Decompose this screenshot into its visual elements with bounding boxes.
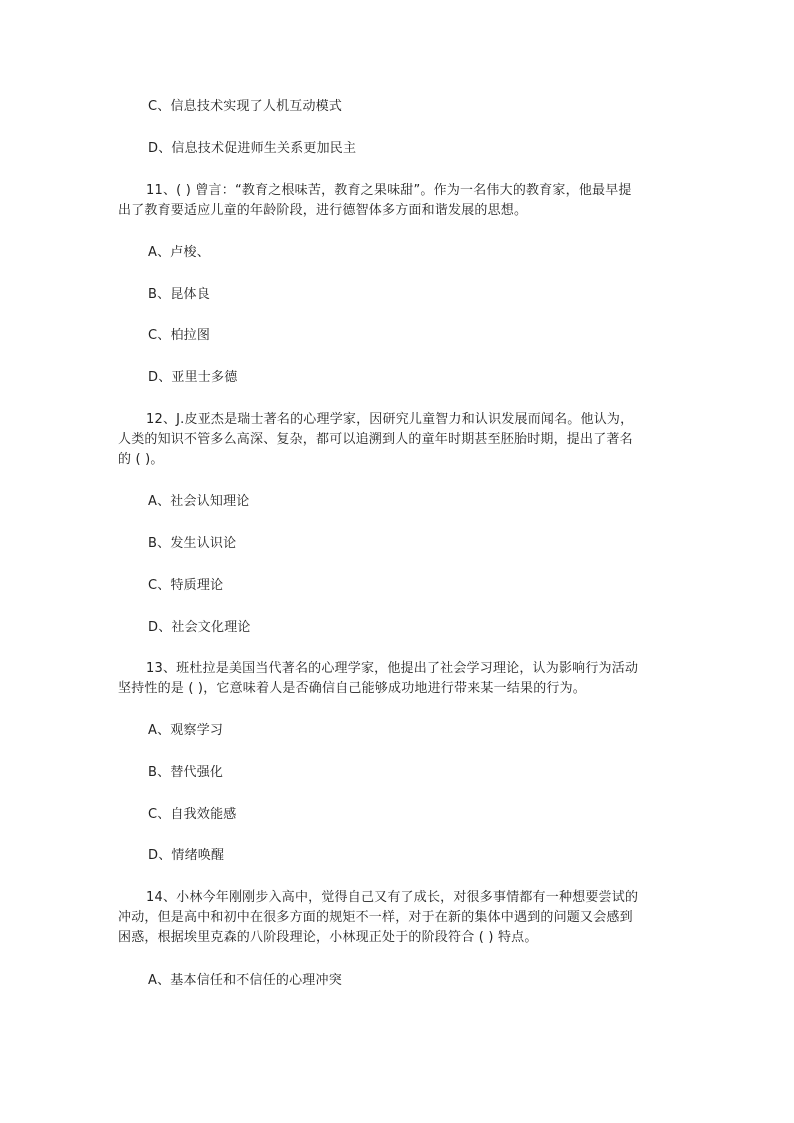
question-11 <box>118 181 678 221</box>
question-13 <box>118 659 678 699</box>
option-c-q10: C、信息技术实现了人机互动模式 <box>148 99 343 114</box>
question-14 <box>118 888 678 948</box>
question-11-line-2: 出了教育要适应儿童的年龄阶段，进行德智体多方面和谐发展的思想。 <box>118 203 528 218</box>
option-a-q12: A、社会认知理论 <box>148 494 250 509</box>
question-14-line-2: 冲动，但是高中和初中在很多方面的规矩不一样，对于在新的集体中遇到的问题又会感到 <box>118 910 633 925</box>
question-14-line-3: 困惑，根据埃里克森的八阶段理论，小林现正处于的阶段符合 ( ) 特点。 <box>118 930 538 945</box>
option-d-q11: D、亚里士多德 <box>148 370 238 385</box>
option-a-q13: A、观察学习 <box>148 723 224 738</box>
question-11-line-1: 11、( ) 曾言：“教育之根味苦，教育之果味甜”。作为一名伟大的教育家，他最早提 <box>146 183 632 198</box>
question-12-line-3: 的 ( )。 <box>118 452 164 467</box>
question-12-line-1: 12、J.皮亚杰是瑞士著名的心理学家，因研究儿童智力和认识发展而闻名。他认为， <box>146 412 634 427</box>
option-c-q11: C、柏拉图 <box>148 328 211 343</box>
option-b-q11: B、昆体良 <box>148 287 210 302</box>
option-d-q13: D、情绪唤醒 <box>148 848 225 863</box>
question-13-line-2: 坚持性的是 ( )，它意味着人是否确信自己能够成功地进行带来某一结果的行为。 <box>118 681 587 696</box>
option-d-q12: D、社会文化理论 <box>148 620 251 635</box>
question-13-line-1: 13、班杜拉是美国当代著名的心理学家，他提出了社会学习理论，认为影响行为活动 <box>146 661 639 676</box>
option-c-q12: C、特质理论 <box>148 578 224 593</box>
option-c-q13: C、自我效能感 <box>148 807 237 822</box>
option-a-q11: A、卢梭、 <box>148 245 210 260</box>
option-a-q14: A、基本信任和不信任的心理冲突 <box>148 973 342 988</box>
question-14-line-1: 14、小林今年刚刚步入高中，觉得自己又有了成长，对很多事情都有一种想要尝试的 <box>146 890 639 905</box>
option-b-q13: B、替代强化 <box>148 765 224 780</box>
question-12 <box>118 410 678 470</box>
option-d-q10: D、信息技术促进师生关系更加民主 <box>148 141 357 156</box>
question-12-line-2: 人类的知识不管多么高深、复杂，都可以追溯到人的童年时期甚至胚胎时期，提出了著名 <box>118 432 633 447</box>
option-b-q12: B、发生认识论 <box>148 536 237 551</box>
